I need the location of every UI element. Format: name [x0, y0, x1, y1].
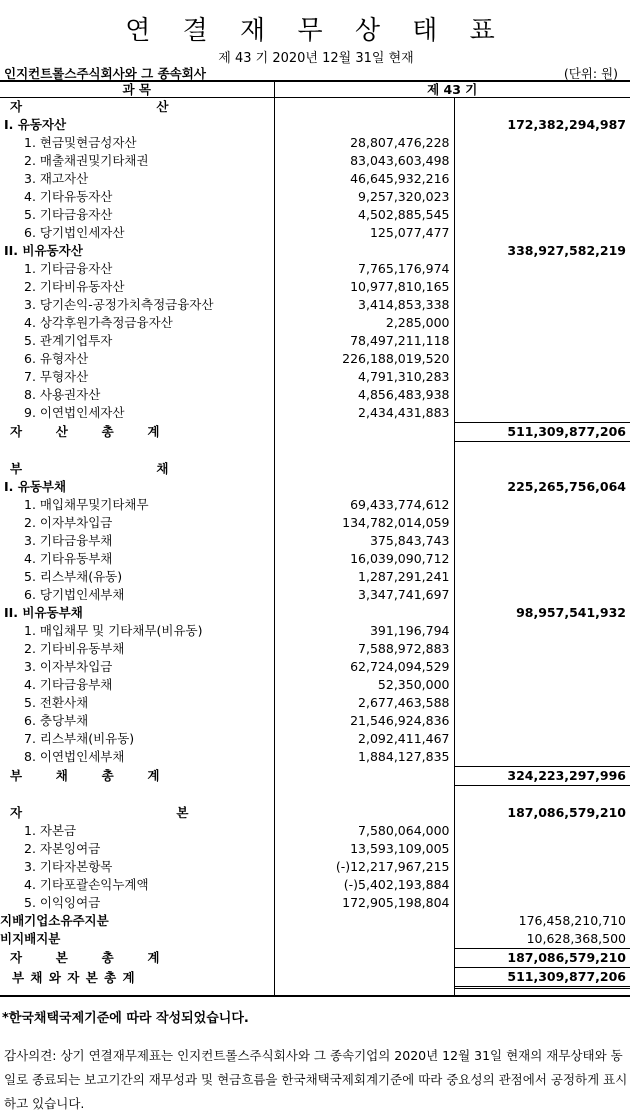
- total-label-char: 총: [101, 424, 114, 439]
- total-label-char: 계: [147, 950, 160, 965]
- current-liabilities-row: [0, 478, 630, 496]
- line-item-value: 134,782,014,059: [274, 514, 454, 532]
- line-item-label: 6. 당기법인세자산: [0, 224, 274, 242]
- table-row: [0, 496, 630, 514]
- noncontrolling-interest-row: [0, 930, 630, 949]
- table-header-row: [0, 81, 630, 98]
- current-assets-label: I. 유동자산: [0, 116, 274, 134]
- table-row: [0, 206, 630, 224]
- equity-header-char: 자: [10, 805, 24, 820]
- line-item-label: 2. 매출채권및기타채권: [0, 152, 274, 170]
- table-row: [0, 694, 630, 712]
- total-equity-row: [0, 949, 630, 968]
- table-row: [0, 876, 630, 894]
- line-item-label: 4. 기타유동부채: [0, 550, 274, 568]
- table-row: [0, 404, 630, 423]
- line-item-value: 62,724,094,529: [274, 658, 454, 676]
- table-row: [0, 586, 630, 604]
- line-item-label: 8. 사용권자산: [0, 386, 274, 404]
- equity-header-row: [0, 804, 630, 822]
- line-item-value: 7,765,176,974: [274, 260, 454, 278]
- noncurrent-assets-row: [0, 242, 630, 260]
- total-label-char: 산: [55, 424, 68, 439]
- line-item-value: 7,580,064,000: [274, 822, 454, 840]
- line-item-value: 83,043,603,498: [274, 152, 454, 170]
- total-label-char: 계: [147, 424, 160, 439]
- line-item-value: 2,434,431,883: [274, 404, 454, 423]
- line-item-value: 7,588,972,883: [274, 640, 454, 658]
- table-row: [0, 730, 630, 748]
- controlling-interest-value: 176,458,210,710: [518, 913, 626, 928]
- line-item-label: 3. 재고자산: [0, 170, 274, 188]
- noncurrent-liabilities-total: 98,957,541,932: [516, 605, 626, 620]
- line-item-value: (-)12,217,967,215: [274, 858, 454, 876]
- total-label-char: 부: [10, 768, 23, 783]
- controlling-interest-label: 지배기업소유주지분: [0, 912, 274, 930]
- line-item-label: 4. 기타포괄손익누계액: [0, 876, 274, 894]
- line-item-value: 78,497,211,118: [274, 332, 454, 350]
- noncurrent-liabilities-row: [0, 604, 630, 622]
- assets-header-char: 산: [156, 99, 170, 114]
- line-item-label: 3. 당기손익-공정가치측정금융자산: [0, 296, 274, 314]
- line-item-value: 391,196,794: [274, 622, 454, 640]
- total-liabilities-equity-label: 부 채 와 자 본 총 계: [0, 968, 274, 988]
- table-row: [0, 188, 630, 206]
- total-label-char: 총: [101, 950, 114, 965]
- noncurrent-assets-label: II. 비유동자산: [0, 242, 274, 260]
- table-row: [0, 748, 630, 767]
- line-item-label: 4. 상각후원가측정금융자산: [0, 314, 274, 332]
- line-item-value: 46,645,932,216: [274, 170, 454, 188]
- current-liabilities-label: I. 유동부채: [0, 478, 274, 496]
- line-item-value: 21,546,924,836: [274, 712, 454, 730]
- table-row: [0, 314, 630, 332]
- noncurrent-assets-total: 338,927,582,219: [507, 243, 626, 258]
- line-item-label: 2. 기타비유동자산: [0, 278, 274, 296]
- table-row: [0, 134, 630, 152]
- line-item-value: 3,414,853,338: [274, 296, 454, 314]
- audit-opinion: 감사의견: 상기 연결재무제표는 인지컨트롤스주식회사와 그 종속기업의 2020년 12월 31일 현재의 재무상태와 동일로 종료되는 보고기간의 재무성과 및 현금흐름을 한국채택국제회계기준에 따라 중요성의 관점에서 공정하게 표시하고 있습니다.: [4, 1048, 628, 1111]
- line-item-value: 1,287,291,241: [274, 568, 454, 586]
- line-item-value: 375,843,743: [274, 532, 454, 550]
- liabilities-header-char: 채: [156, 461, 170, 476]
- noncurrent-liabilities-label: II. 비유동부채: [0, 604, 274, 622]
- current-assets-total: 172,382,294,987: [507, 117, 626, 132]
- table-row: [0, 858, 630, 876]
- table-row: [0, 296, 630, 314]
- line-item-label: 6. 유형자산: [0, 350, 274, 368]
- line-item-label: 1. 기타금융자산: [0, 260, 274, 278]
- line-item-value: 9,257,320,023: [274, 188, 454, 206]
- line-item-label: 5. 이익잉여금: [0, 894, 274, 912]
- line-item-label: 3. 이자부차입금: [0, 658, 274, 676]
- table-row: [0, 224, 630, 242]
- table-row: [0, 350, 630, 368]
- equity-header-total: 187,086,579,210: [507, 805, 626, 820]
- table-row: [0, 676, 630, 694]
- line-item-value: 69,433,774,612: [274, 496, 454, 514]
- line-item-label: 3. 기타금융부채: [0, 532, 274, 550]
- total-label-char: 계: [147, 768, 160, 783]
- line-item-value: 4,791,310,283: [274, 368, 454, 386]
- assets-header-row: [0, 98, 630, 117]
- line-item-value: 2,677,463,588: [274, 694, 454, 712]
- table-row: [0, 532, 630, 550]
- assets-header-char: 자: [10, 99, 24, 114]
- line-item-label: 4. 기타금융부채: [0, 676, 274, 694]
- line-item-label: 1. 매입채무 및 기타채무(비유동): [0, 622, 274, 640]
- line-item-value: 28,807,476,228: [274, 134, 454, 152]
- line-item-value: 4,502,885,545: [274, 206, 454, 224]
- header-period: 제 43 기: [274, 81, 630, 98]
- line-item-label: 1. 현금및현금성자산: [0, 134, 274, 152]
- table-row: [0, 894, 630, 912]
- line-item-label: 7. 무형자산: [0, 368, 274, 386]
- line-item-value: 10,977,810,165: [274, 278, 454, 296]
- table-row: [0, 658, 630, 676]
- line-item-label: 7. 리스부채(비유동): [0, 730, 274, 748]
- table-row: [0, 640, 630, 658]
- line-item-label: 5. 전환사채: [0, 694, 274, 712]
- line-item-value: 125,077,477: [274, 224, 454, 242]
- total-equity-value: 187,086,579,210: [454, 949, 630, 968]
- balance-sheet-table: [0, 80, 630, 989]
- table-row: [0, 152, 630, 170]
- line-item-value: 1,884,127,835: [274, 748, 454, 767]
- current-liabilities-total: 225,265,756,064: [507, 479, 626, 494]
- table-row: [0, 622, 630, 640]
- total-liabilities-equity-value: 511,309,877,206: [454, 968, 630, 988]
- line-item-label: 5. 관계기업투자: [0, 332, 274, 350]
- noncontrolling-interest-label: 비지배지분: [0, 930, 274, 949]
- total-label-char: 채: [55, 768, 68, 783]
- line-item-value: 2,285,000: [274, 314, 454, 332]
- table-row: [0, 170, 630, 188]
- document-title: 연 결 재 무 상 태 표: [125, 16, 507, 46]
- column-divider: [454, 982, 455, 995]
- table-bottom-rule: [0, 995, 630, 997]
- table-row: [0, 568, 630, 586]
- total-label-char: 자: [10, 950, 23, 965]
- total-liabilities-row: [0, 767, 630, 786]
- table-row: [0, 840, 630, 858]
- noncontrolling-interest-value: 10,628,368,500: [526, 931, 626, 946]
- column-divider: [274, 982, 275, 995]
- line-item-value: 2,092,411,467: [274, 730, 454, 748]
- table-row: [0, 550, 630, 568]
- line-item-label: 8. 이연법인세부채: [0, 748, 274, 767]
- total-label-char: 총: [101, 768, 114, 783]
- current-assets-row: [0, 116, 630, 134]
- line-item-value: (-)5,402,193,884: [274, 876, 454, 894]
- table-row: [0, 514, 630, 532]
- line-item-label: 2. 자본잉여금: [0, 840, 274, 858]
- table-row: [0, 368, 630, 386]
- line-item-label: 2. 기타비유동부채: [0, 640, 274, 658]
- line-item-label: 6. 당기법인세부채: [0, 586, 274, 604]
- line-item-label: 2. 이자부차입금: [0, 514, 274, 532]
- total-liabilities-value: 324,223,297,996: [454, 767, 630, 786]
- table-row: [0, 332, 630, 350]
- line-item-label: 4. 기타유동자산: [0, 188, 274, 206]
- total-assets-value: 511,309,877,206: [454, 423, 630, 442]
- line-item-value: 13,593,109,005: [274, 840, 454, 858]
- report-period: 제 43 기 2020년 12월 31일 현재: [218, 51, 414, 66]
- line-item-value: 172,905,198,804: [274, 894, 454, 912]
- liabilities-header-row: [0, 460, 630, 478]
- liabilities-header-char: 부: [10, 461, 24, 476]
- header-account: 과 목: [0, 81, 274, 98]
- total-label-char: 본: [55, 950, 68, 965]
- table-row: [0, 712, 630, 730]
- table-row: [0, 278, 630, 296]
- total-label-char: 자: [10, 424, 23, 439]
- table-row: [0, 260, 630, 278]
- controlling-interest-row: [0, 912, 630, 930]
- line-item-label: 3. 기타자본항목: [0, 858, 274, 876]
- line-item-value: 4,856,483,938: [274, 386, 454, 404]
- line-item-value: 16,039,090,712: [274, 550, 454, 568]
- line-item-label: 9. 이연법인세자산: [0, 404, 274, 423]
- line-item-value: 226,188,019,520: [274, 350, 454, 368]
- line-item-label: 1. 매입채무및기타채무: [0, 496, 274, 514]
- line-item-label: 6. 충당부채: [0, 712, 274, 730]
- equity-header-char: 본: [176, 805, 190, 820]
- unit-label: (단위: 원): [563, 66, 618, 81]
- ifrs-note: *한국채택국제기준에 따라 작성되었습니다.: [2, 1011, 249, 1026]
- table-row: [0, 822, 630, 840]
- line-item-label: 5. 기타금융자산: [0, 206, 274, 224]
- line-item-label: 5. 리스부채(유동): [0, 568, 274, 586]
- total-liabilities-equity-row: [0, 968, 630, 988]
- line-item-value: 52,350,000: [274, 676, 454, 694]
- line-item-label: 1. 자본금: [0, 822, 274, 840]
- company-name: 인지컨트롤스주식회사와 그 종속회사: [4, 66, 206, 81]
- line-item-value: 3,347,741,697: [274, 586, 454, 604]
- table-row: [0, 386, 630, 404]
- total-assets-row: [0, 423, 630, 442]
